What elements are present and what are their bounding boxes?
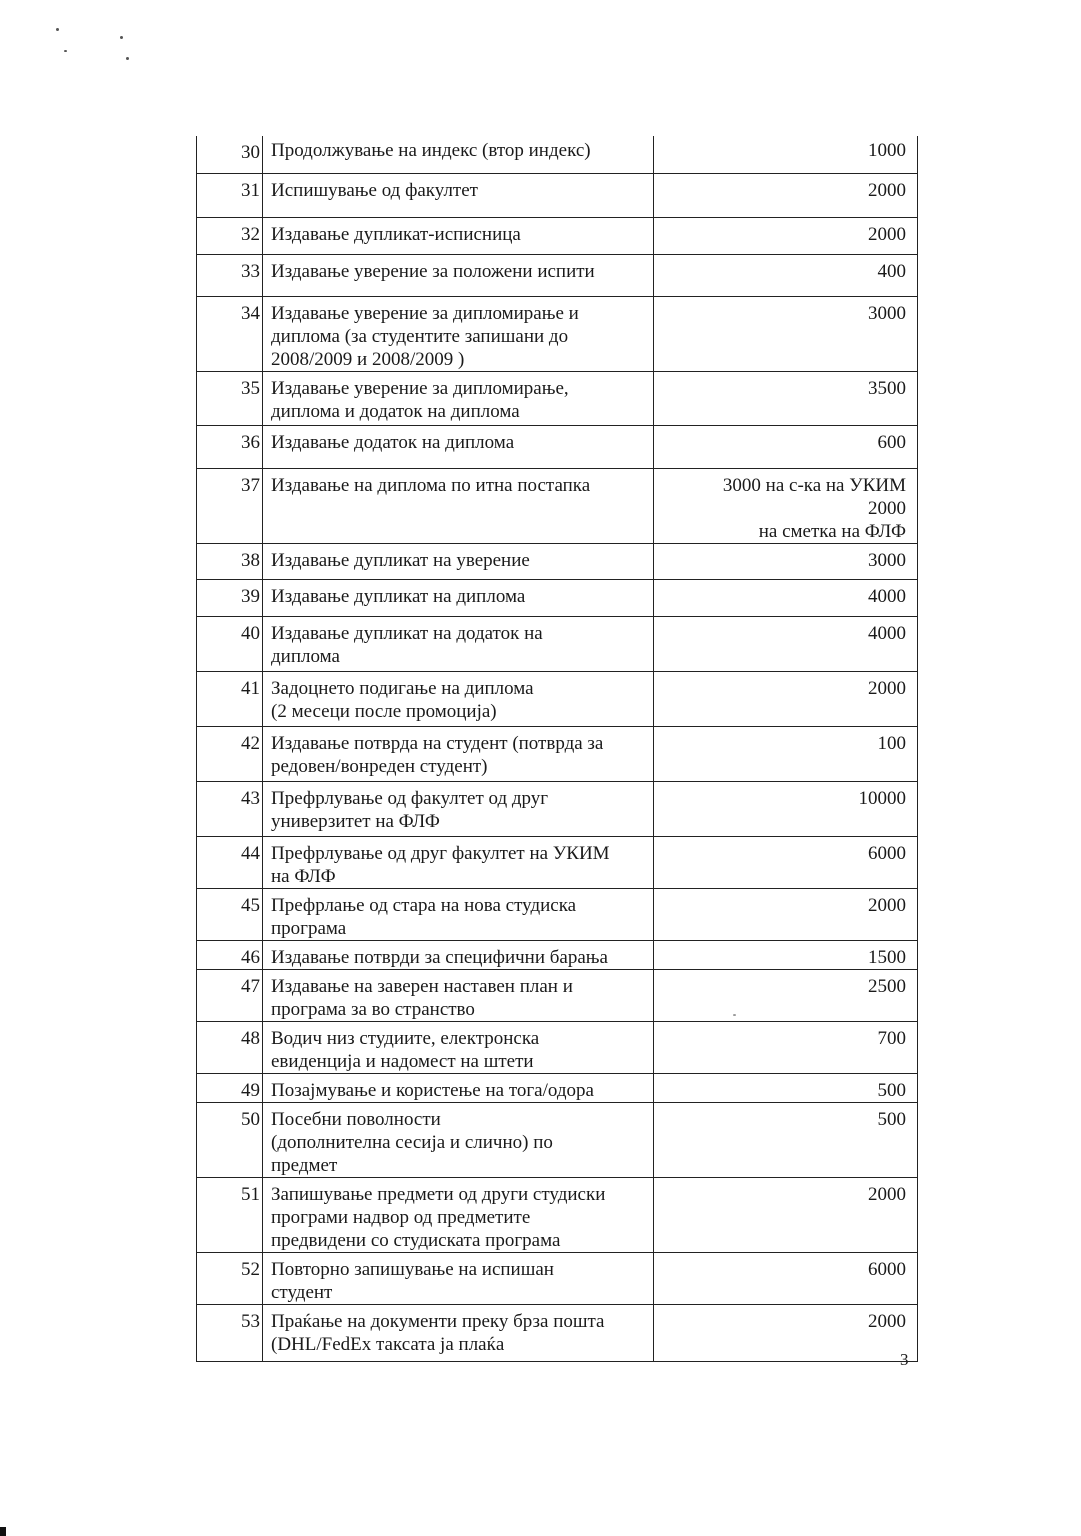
fee-description: Повторно запишување на испишан студент [263, 1252, 654, 1304]
table-row [197, 217, 918, 254]
table-row [197, 136, 918, 173]
row-number: 50 [197, 1102, 263, 1177]
row-number: 34 [197, 296, 263, 371]
fee-description: Префрлање од стара на нова студиска програма [263, 888, 654, 940]
fee-description: Издавање на диплома по итна постапка [263, 468, 654, 543]
fee-amount: 2000 [654, 173, 918, 217]
fee-amount: 400 [654, 254, 918, 296]
fee-description: Издавање дупликат на уверение [263, 543, 654, 579]
table-row [197, 1073, 918, 1102]
table-row [197, 1252, 918, 1304]
fee-amount: 2000 [654, 888, 918, 940]
row-number: 45 [197, 888, 263, 940]
fee-amount: 2000 [654, 671, 918, 726]
fee-amount: 3000 [654, 543, 918, 579]
fee-description: Праќање на документи преку брза пошта (DHL/FedEx таксата ја плаќа [263, 1304, 654, 1361]
fee-description: Издавање уверение за дипломирање, диплома и додаток на диплома [263, 371, 654, 425]
row-number: 37 [197, 468, 263, 543]
fee-description: Запишување предмети од други студиски програми надвор од предметите предвидени со студиската програма [263, 1177, 654, 1252]
row-number: 43 [197, 781, 263, 836]
table-row [197, 888, 918, 940]
fee-description: Задоцнето подигање на диплома (2 месеци после промоција) [263, 671, 654, 726]
fee-amount: 3000 [654, 296, 918, 371]
fee-amount: 100 [654, 726, 918, 781]
fee-description: Издавање потврда на студент (потврда за редовен/вонреден студент) [263, 726, 654, 781]
table-row [197, 726, 918, 781]
fee-description: Издавање дупликат на додаток на диплома [263, 616, 654, 671]
row-number: 51 [197, 1177, 263, 1252]
row-number: 32 [197, 217, 263, 254]
table-row [197, 1177, 918, 1252]
row-number: 38 [197, 543, 263, 579]
table-row [197, 468, 918, 543]
table-row [197, 579, 918, 616]
row-number: 41 [197, 671, 263, 726]
fee-description: Водич низ студиите, електронска евиденција и надомест на штети [263, 1021, 654, 1073]
row-number: 42 [197, 726, 263, 781]
table-row [197, 173, 918, 217]
fee-amount: 2000 [654, 1304, 918, 1361]
fee-description: Издавање уверение за положени испити [263, 254, 654, 296]
fee-description: Издавање на заверен наставен план и програма за во странство [263, 969, 654, 1021]
table-row [197, 781, 918, 836]
row-number: 48 [197, 1021, 263, 1073]
fee-amount: 2500 [654, 969, 918, 1021]
table-row [197, 371, 918, 425]
row-number: 33 [197, 254, 263, 296]
fee-amount: 3000 на с-ка на УКИМ 2000 на сметка на ФЛФ [654, 468, 918, 543]
table-row [197, 836, 918, 888]
fee-description: Издавање уверение за дипломирање и диплома (за студентите запишани до 2008/2009 и 2008/2009 ) [263, 296, 654, 371]
row-number: 31 [197, 173, 263, 217]
row-number: 40 [197, 616, 263, 671]
table-row [197, 616, 918, 671]
row-number: 53 [197, 1304, 263, 1361]
fee-amount: 3500 [654, 371, 918, 425]
binding-mark [0, 1527, 6, 1536]
fee-description: Испишување од факултет [263, 173, 654, 217]
fee-description: Префрлување од друг факултет на УКИМ на ФЛФ [263, 836, 654, 888]
table-row [197, 1102, 918, 1177]
fee-table [196, 136, 918, 1362]
fee-amount: 500 [654, 1073, 918, 1102]
fee-amount: 10000 [654, 781, 918, 836]
row-number: 36 [197, 425, 263, 468]
fee-amount: 700 [654, 1021, 918, 1073]
table-row [197, 425, 918, 468]
row-number: 46 [197, 940, 263, 969]
page-number: 3 [900, 1350, 909, 1369]
fee-amount: 6000 [654, 836, 918, 888]
row-number: 49 [197, 1073, 263, 1102]
row-number: 35 [197, 371, 263, 425]
fee-amount: 1000 [654, 136, 918, 173]
fee-amount: 6000 [654, 1252, 918, 1304]
row-number: 47 [197, 969, 263, 1021]
fee-amount: 600 [654, 425, 918, 468]
fee-amount: 2000 [654, 217, 918, 254]
table-row [197, 296, 918, 371]
fee-description: Издавање потврди за специфични барања [263, 940, 654, 969]
row-number: 30 [197, 136, 263, 173]
fee-description: Позајмување и користење на тога/одора [263, 1073, 654, 1102]
fee-description: Продолжување на индекс (втор индекс) [263, 136, 654, 173]
fee-description: Издавање дупликат-исписница [263, 217, 654, 254]
fee-description: Издавање додаток на диплома [263, 425, 654, 468]
table-row [197, 543, 918, 579]
fee-description: Издавање дупликат на диплома [263, 579, 654, 616]
table-row [197, 1021, 918, 1073]
table-row [197, 940, 918, 969]
table-row [197, 254, 918, 296]
fee-amount: 4000 [654, 579, 918, 616]
fee-amount: 500 [654, 1102, 918, 1177]
fee-amount: 4000 [654, 616, 918, 671]
fee-amount: 1500 [654, 940, 918, 969]
fee-table-body [197, 136, 918, 1361]
fee-description: Посебни поволности (дополнителна сесија и слично) по предмет [263, 1102, 654, 1177]
fee-amount: 2000 [654, 1177, 918, 1252]
row-number: 39 [197, 579, 263, 616]
fee-description: Префрлување од факултет од друг универзитет на ФЛФ [263, 781, 654, 836]
table-row [197, 1304, 918, 1361]
row-number: 52 [197, 1252, 263, 1304]
table-row [197, 969, 918, 1021]
row-number: 44 [197, 836, 263, 888]
table-row [197, 671, 918, 726]
